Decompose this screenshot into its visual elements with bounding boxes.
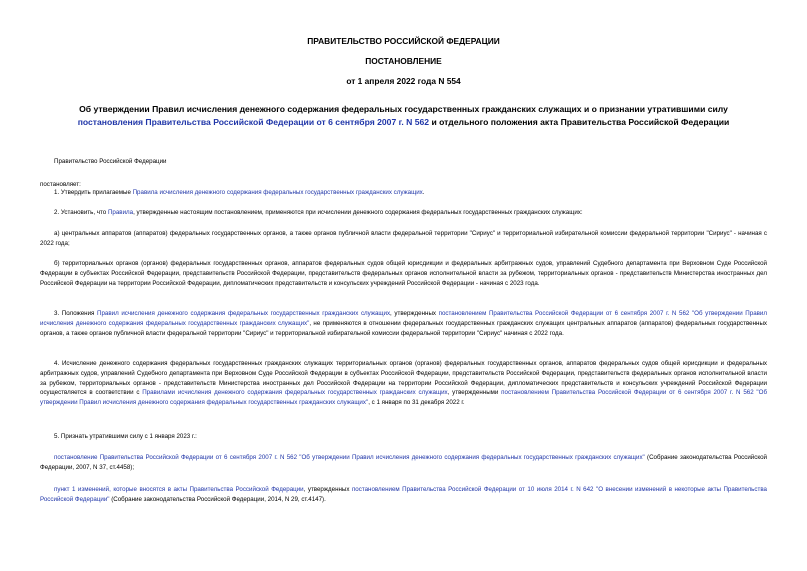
paragraph-5a-end: (Собрание законодательства Российской Федерации, 2007, N 37, ст.4458); — [40, 454, 768, 471]
paragraph-5a — [40, 453, 767, 473]
paragraph-5: 5. Признать утратившими силу с 1 января 2023 г.: — [54, 433, 197, 440]
paragraph-3-text: 3. Положения — [54, 310, 98, 317]
issuing-authority: ПРАВИТЕЛЬСТВО РОССИЙСКОЙ ФЕДЕРАЦИИ — [307, 36, 500, 46]
decree-562-link-p3[interactable]: постановлением Правительства Российской Федерации от 6 сентября 2007 г. N 562 "Об утверждении Правил исчисления денежного содержания федеральных государственных гражданских служащих" — [40, 310, 767, 327]
paragraph-5b-mid: , утвержденных — [303, 486, 352, 493]
paragraph-1-text: 1. Утвердить прилагаемые — [54, 189, 133, 196]
paragraph-2b: б) территориальных органов (органов) федеральных государственных органов, аппаратов федеральных судов общей юрисдикции и федеральных арбитражных судов, управлений Судебного департамента при Верховном Суде Российской Федерации в субъектах Российской Федерации, представительств Российской Федерации, представительств федеральных органов исполнительной власти за рубежом, территориальных органов - представительств Министерства иностранных дел Российской Федерации на территории Российской Федерации, дипломатических представительств и консульских учреждений Российской Федерации - начиная с 2023 года. — [40, 260, 767, 287]
rules-link-p4[interactable]: Правилами исчисления денежного содержания федеральных государственных гражданских служащих — [142, 389, 448, 397]
decides-line: постановляет: — [40, 181, 81, 188]
government-line: Правительство Российской Федерации — [54, 158, 167, 165]
rules-link-p3[interactable]: Правил исчисления денежного содержания федеральных государственных гражданских служащих — [97, 310, 391, 317]
paragraph-4-mid: , утвержденными — [447, 389, 502, 397]
decree-562-repeal-link[interactable]: постановление Правительства Российской Федерации от 6 сентября 2007 г. N 562 "Об утверждении Правил исчисления денежного содержания федеральных государственных гражданских служащих" — [54, 454, 645, 461]
title-link-decree-562[interactable]: постановления Правительства Российской Федерации от 6 сентября 2007 г. N 562 — [77, 117, 430, 127]
paragraph-5b-end: (Собрание законодательства Российской Федерации, 2014, N 29, ст.4147). — [109, 495, 326, 503]
paragraph-2-end: , утвержденные настоящим постановлением, применяются при исчислении денежного содержания федеральных государственных гражданских служащих: — [133, 209, 583, 216]
paragraph-4-text: 4. Исчисление денежного содержания федеральных государственных гражданских служащих территориальных органов (органов) федеральных государственных органов, аппаратов федеральных судов общей юрисдикции и федеральных арбитражных судов, управлений Судебного департамента при Верховном Суде Российской Федерации в субъектах Российской Федерации, представительств Российской Федерации, представительств федеральных органов исполнительной власти за рубежом, территориальных органов - представительств Министерства иностранных дел Российской Федерации на территории Российской Федерации, дипломатических представительств и консульских учреждений Российской Федерации осуществляется в соответствии с — [40, 360, 767, 397]
rules-link[interactable]: Правила исчисления денежного содержания федеральных государственных гражданских служащих — [132, 189, 423, 196]
paragraph-1 — [40, 188, 767, 198]
paragraph-2-text: 2. Установить, что — [54, 209, 108, 216]
paragraph-4 — [40, 359, 767, 408]
decree-642-link[interactable]: постановлением Правительства Российской Федерации от 10 июля 2014 г. N 642 "О внесении изменений в некоторые акты Правительства Российской Федерации" — [40, 486, 767, 503]
paragraph-1-end: . — [422, 189, 425, 196]
document-date: от 1 апреля 2022 года N 554 — [346, 76, 461, 86]
title-text: Об утверждении Правил исчисления денежного содержания федеральных государственных гражданских служащих и о признании утратившими силу — [79, 104, 728, 114]
paragraph-2a: а) центральных аппаратов (аппаратов) федеральных государственных органов, а также органов публичной власти федеральной территории "Сириус" и территориальной избирательной комиссии федеральной территории "Сириус" - начиная с 2022 года; — [40, 230, 767, 247]
decree-562-link-p4[interactable]: постановлением Правительства Российской Федерации от 6 сентября 2007 г. N 562 "Об утверждении Правил исчисления денежного содержания федеральных государственных гражданских служащих" — [40, 389, 767, 407]
paragraph-4-end: , с 1 января по 31 декабря 2022 г. — [368, 399, 465, 407]
rules-short-link[interactable]: Правила — [107, 209, 134, 216]
paragraph-2 — [40, 208, 767, 218]
paragraph-3-end: , не применяются в отношении федеральных государственных гражданских служащих центральных аппаратов (аппаратов) федеральных государственных органов, а также органов публичной власти федеральной территории "Сириус" и территориальной избирательной комиссии федеральной территории "Сириус" начиная с 2022 года. — [40, 319, 767, 337]
document-title — [40, 103, 767, 129]
paragraph-3-mid: , утвержденных — [390, 310, 439, 317]
document-type: ПОСТАНОВЛЕНИЕ — [365, 56, 442, 66]
amendments-item-link[interactable]: пункт 1 изменений, которые вносятся в акты Правительства Российской Федерации — [54, 486, 304, 493]
paragraph-5b — [40, 485, 767, 505]
paragraph-3 — [40, 309, 767, 338]
title-text-end: и отдельного положения акта Правительства Российской Федерации — [429, 117, 730, 127]
